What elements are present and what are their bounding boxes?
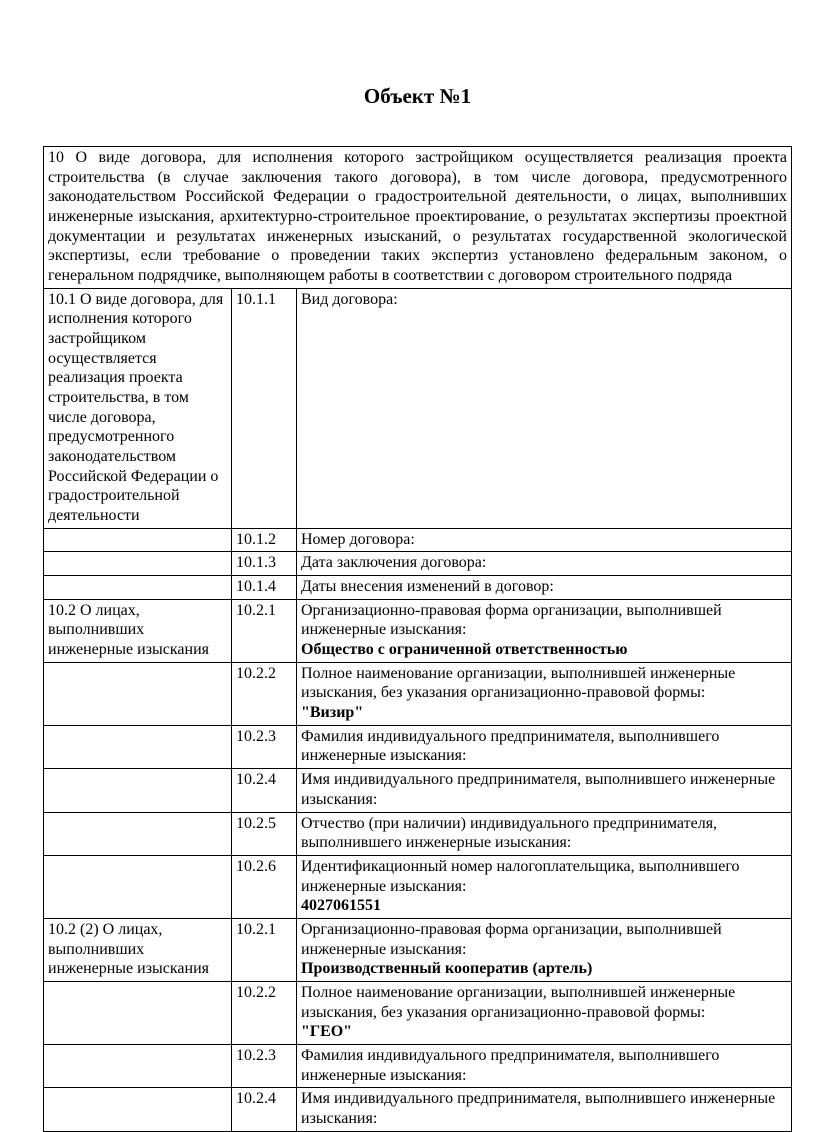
table-row: [44, 725, 792, 768]
row-number: 10.2.5: [232, 812, 297, 855]
row-label: Имя индивидуального предпринимателя, выполнившего инженерные изыскания:: [301, 1090, 776, 1127]
row-topic: [44, 1044, 232, 1087]
section-header-row: [44, 147, 792, 289]
row-value: "ГЕО": [301, 1023, 353, 1041]
row-label: Полное наименование организации, выполнившей инженерные изыскания, без указания организационно-правовой формы:: [301, 983, 736, 1021]
row-label: Дата заключения договора:: [301, 554, 487, 572]
table-row: [44, 812, 792, 855]
row-topic: [44, 552, 232, 576]
table-row: [44, 1088, 792, 1131]
row-content: [297, 599, 792, 662]
section-header: 10 О виде договора, для исполнения которого застройщиком осуществляется реализация проекта строительства (в случае заключения такого договора), в том числе договора, предусмотренного законодательством Российской Федерации о градостроительной деятельности, о лицах, выполнивших инженерные изыскания, архитектурно-строительное проектирование, о результатах экспертизы проектной документации и результатах инженерных изысканий, о результатах государственной экологической экспертизы, если требование о проведении таких экспертиз установлено федеральным законом, о генеральном подрядчике, выполняющем работы в соответствии с договором строительного подряда: [44, 147, 792, 289]
declaration-table: [43, 146, 792, 1132]
row-content: [297, 1088, 792, 1131]
table-row: [44, 855, 792, 918]
row-content: [297, 855, 792, 918]
row-topic: [44, 1088, 232, 1131]
row-number: 10.2.6: [232, 855, 297, 918]
row-number: 10.1.3: [232, 552, 297, 576]
row-number: 10.1.4: [232, 576, 297, 600]
row-number: 10.2.1: [232, 918, 297, 981]
row-number: 10.2.4: [232, 769, 297, 812]
table-row: [44, 918, 792, 981]
row-number: 10.2.1: [232, 599, 297, 662]
row-content: [297, 918, 792, 981]
row-content: [297, 552, 792, 576]
row-content: [297, 725, 792, 768]
row-topic: [44, 855, 232, 918]
table-row: [44, 528, 792, 552]
row-topic: [44, 528, 232, 552]
row-content: [297, 981, 792, 1044]
row-value: 4027061551: [301, 897, 381, 915]
row-content: [297, 812, 792, 855]
row-number: 10.2.3: [232, 725, 297, 768]
declaration-table-body: [44, 147, 792, 1132]
row-content: [297, 576, 792, 600]
row-label: Имя индивидуального предпринимателя, выполнившего инженерные изыскания:: [301, 771, 776, 808]
row-label: Организационно-правовая форма организации, выполнившей инженерные изыскания:: [301, 601, 722, 639]
row-topic: 10.1 О виде договора, для исполнения которого застройщиком осуществляется реализация проекта строительства, в том числе договора, предусмотренного законодательством Российской Федерации о градостроительной деятельности: [44, 288, 232, 528]
table-row: [44, 599, 792, 662]
row-number: 10.2.4: [232, 1088, 297, 1131]
table-row: [44, 981, 792, 1044]
row-label: Фамилия индивидуального предпринимателя, выполнившего инженерные изыскания:: [301, 727, 720, 765]
row-content: [297, 769, 792, 812]
row-value: "Визир": [301, 704, 364, 722]
page-title: Объект №1: [363, 84, 472, 108]
row-number: 10.2.2: [232, 981, 297, 1044]
row-content: [297, 1044, 792, 1087]
row-label: Номер договора:: [301, 530, 415, 548]
table-row: [44, 769, 792, 812]
row-label: Идентификационный номер налогоплательщика, выполнившего инженерные изыскания:: [301, 857, 740, 895]
row-label: Вид договора:: [301, 290, 398, 308]
row-label: Фамилия индивидуального предпринимателя, выполнившего инженерные изыскания:: [301, 1046, 720, 1084]
row-number: 10.1.2: [232, 528, 297, 552]
row-value: Общество с ограниченной ответственностью: [301, 641, 628, 659]
table-row: [44, 576, 792, 600]
row-topic: [44, 725, 232, 768]
table-row: [44, 552, 792, 576]
row-topic: [44, 812, 232, 855]
row-number: 10.2.2: [232, 662, 297, 725]
row-content: [297, 528, 792, 552]
row-value: Производственный кооператив (артель): [301, 960, 593, 978]
table-row: [44, 1044, 792, 1087]
row-number: 10.1.1: [232, 288, 297, 528]
row-topic: [44, 981, 232, 1044]
row-topic: [44, 769, 232, 812]
row-topic: [44, 662, 232, 725]
row-topic: 10.2 (2) О лицах, выполнивших инженерные изыскания: [44, 918, 232, 981]
row-content: [297, 288, 792, 528]
table-row: [44, 288, 792, 528]
row-number: 10.2.3: [232, 1044, 297, 1087]
table-row: [44, 662, 792, 725]
row-label: Отчество (при наличии) индивидуального предпринимателя, выполнившего инженерные изыскания:: [301, 814, 718, 852]
row-label: Полное наименование организации, выполнившей инженерные изыскания, без указания организационно-правовой формы:: [301, 664, 736, 702]
row-content: [297, 662, 792, 725]
row-topic: 10.2 О лицах, выполнивших инженерные изыскания: [44, 599, 232, 662]
row-label: Даты внесения изменений в договор:: [301, 578, 554, 596]
row-label: Организационно-правовая форма организации, выполнившей инженерные изыскания:: [301, 920, 722, 958]
row-topic: [44, 576, 232, 600]
